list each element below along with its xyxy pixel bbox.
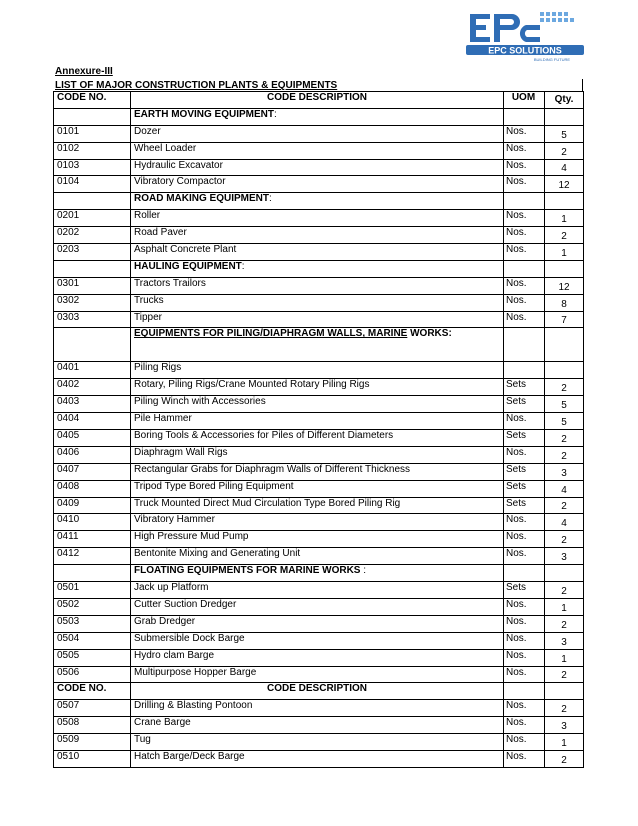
code-cell: 0401 (54, 362, 131, 379)
code-cell: 0405 (54, 430, 131, 447)
table-header-row (54, 92, 584, 109)
qty-cell: 2 (545, 666, 584, 683)
logo-company-text: EPC SOLUTIONS (488, 45, 562, 56)
uom-cell: Nos. (504, 159, 545, 176)
uom-cell: Sets (504, 379, 545, 396)
table-row (54, 244, 584, 261)
section-heading (131, 108, 504, 125)
table-row (54, 734, 584, 751)
section-heading-label: HAULING EQUIPMENT (134, 260, 242, 272)
description-cell: Piling Winch with Accessories (131, 396, 504, 413)
qty-cell: 2 (545, 615, 584, 632)
uom-cell (504, 362, 545, 379)
uom-cell: Nos. (504, 750, 545, 767)
code-cell: 0301 (54, 277, 131, 294)
code-cell: 0403 (54, 396, 131, 413)
table-row (54, 463, 584, 480)
description-cell: Hydro clam Barge (131, 649, 504, 666)
table-row (54, 598, 584, 615)
description-cell: Piling Rigs (131, 362, 504, 379)
description-cell: Rotary, Piling Rigs/Crane Mounted Rotary Piling Rigs (131, 379, 504, 396)
qty-cell: 1 (545, 210, 584, 227)
uom-cell-empty (504, 565, 545, 582)
code-cell: 0101 (54, 125, 131, 142)
uom-cell: Nos. (504, 176, 545, 193)
qty-cell: 2 (545, 750, 584, 767)
description-cell: Dozer (131, 125, 504, 142)
section-heading-tail: : (360, 565, 367, 577)
description-cell: Tractors Trailors (131, 277, 504, 294)
code-cell: 0203 (54, 244, 131, 261)
code-cell: 0103 (54, 159, 131, 176)
description-cell: Pile Hammer (131, 413, 504, 430)
code-cell: 0409 (54, 497, 131, 514)
description-cell: Tripod Type Bored Piling Equipment (131, 480, 504, 497)
section-heading-tail: : (241, 260, 245, 272)
uom-cell: Nos. (504, 446, 545, 463)
section-heading (131, 193, 504, 210)
table-row (54, 548, 584, 565)
table-row (54, 311, 584, 328)
code-cell: 0302 (54, 294, 131, 311)
code-cell: 0502 (54, 598, 131, 615)
uom-cell: Sets (504, 430, 545, 447)
description-cell: Truck Mounted Direct Mud Circulation Type Bored Piling Rig (131, 497, 504, 514)
code-cell-empty (54, 565, 131, 582)
code-cell: 0508 (54, 717, 131, 734)
code-cell: 0410 (54, 514, 131, 531)
code-cell: 0510 (54, 750, 131, 767)
qty-cell: 5 (545, 396, 584, 413)
section-heading-label: FLOATING EQUIPMENTS FOR MARINE WORKS (134, 565, 361, 577)
table-row (54, 582, 584, 599)
uom-cell-empty (504, 328, 545, 362)
description-cell: Trucks (131, 294, 504, 311)
qty-cell: 12 (545, 176, 584, 193)
section-heading-label: EQUIPMENTS FOR PILING/DIAPHRAGM WALLS, MARINE (134, 328, 408, 340)
uom-cell: Sets (504, 582, 545, 599)
uom-cell: Nos. (504, 700, 545, 717)
table-row (54, 615, 584, 632)
description-cell: Boring Tools & Accessories for Piles of Different Diameters (131, 430, 504, 447)
qty-cell-empty (545, 193, 584, 210)
qty-cell: 2 (545, 446, 584, 463)
qty-cell-empty (545, 108, 584, 125)
table-row (54, 497, 584, 514)
code-cell: 0411 (54, 531, 131, 548)
uom-cell: Sets (504, 463, 545, 480)
qty-cell (545, 362, 584, 379)
description-cell: Cutter Suction Dredger (131, 598, 504, 615)
description-cell: Road Paver (131, 227, 504, 244)
qty-cell: 3 (545, 548, 584, 565)
qty-cell: 2 (545, 497, 584, 514)
description-cell: Tug (131, 734, 504, 751)
description-cell: Drilling & Blasting Pontoon (131, 700, 504, 717)
qty-cell: 7 (545, 311, 584, 328)
equipment-table-body (54, 92, 584, 768)
qty-cell: 1 (545, 734, 584, 751)
uom-cell: Nos. (504, 734, 545, 751)
title-divider (582, 79, 583, 91)
table-row (54, 514, 584, 531)
qty-cell: 3 (545, 463, 584, 480)
qty-cell: 2 (545, 142, 584, 159)
qty-cell: 2 (545, 531, 584, 548)
qty-cell: 1 (545, 649, 584, 666)
header-code: CODE NO. (54, 683, 131, 700)
code-cell: 0505 (54, 649, 131, 666)
company-logo (462, 8, 586, 64)
description-cell: Grab Dredger (131, 615, 504, 632)
code-cell-empty (54, 108, 131, 125)
epc-logo-graphic (462, 8, 586, 64)
description-cell: Tipper (131, 311, 504, 328)
list-title: LIST OF MAJOR CONSTRUCTION PLANTS & EQUIPMENTS (55, 80, 338, 91)
description-cell: Vibratory Hammer (131, 514, 504, 531)
section-heading-row (54, 565, 584, 582)
qty-cell: 4 (545, 514, 584, 531)
uom-cell: Sets (504, 480, 545, 497)
code-cell-empty (54, 260, 131, 277)
uom-cell: Nos. (504, 632, 545, 649)
uom-cell: Nos. (504, 615, 545, 632)
table-row (54, 125, 584, 142)
uom-cell: Nos. (504, 531, 545, 548)
section-heading (131, 328, 504, 362)
code-cell: 0303 (54, 311, 131, 328)
table-row (54, 396, 584, 413)
section-heading (131, 565, 504, 582)
table-row (54, 446, 584, 463)
description-cell: Asphalt Concrete Plant (131, 244, 504, 261)
qty-cell: 2 (545, 700, 584, 717)
table-row (54, 717, 584, 734)
uom-cell: Nos. (504, 210, 545, 227)
qty-cell-empty (545, 260, 584, 277)
qty-cell-empty (545, 683, 584, 700)
description-cell: Hydraulic Excavator (131, 159, 504, 176)
table-row (54, 159, 584, 176)
header-qty: Qty. (545, 92, 584, 109)
uom-cell: Nos. (504, 125, 545, 142)
code-cell: 0503 (54, 615, 131, 632)
code-cell-empty (54, 328, 131, 362)
qty-cell: 5 (545, 125, 584, 142)
code-cell: 0201 (54, 210, 131, 227)
description-cell: Hatch Barge/Deck Barge (131, 750, 504, 767)
qty-cell: 3 (545, 632, 584, 649)
section-heading-tail: WORKS: (407, 328, 452, 340)
table-row (54, 362, 584, 379)
code-cell: 0408 (54, 480, 131, 497)
uom-cell: Nos. (504, 666, 545, 683)
section-heading-row (54, 193, 584, 210)
header-uom: UOM (504, 92, 545, 109)
table-row (54, 430, 584, 447)
uom-cell: Nos. (504, 311, 545, 328)
description-cell: Bentonite Mixing and Generating Unit (131, 548, 504, 565)
table-row (54, 176, 584, 193)
code-cell: 0406 (54, 446, 131, 463)
table-row (54, 277, 584, 294)
uom-cell: Nos. (504, 142, 545, 159)
code-cell: 0404 (54, 413, 131, 430)
uom-cell-empty (504, 260, 545, 277)
qty-cell: 4 (545, 159, 584, 176)
uom-cell-empty (504, 193, 545, 210)
uom-cell: Nos. (504, 548, 545, 565)
equipment-table (53, 91, 584, 768)
qty-cell: 12 (545, 277, 584, 294)
code-cell: 0504 (54, 632, 131, 649)
section-heading-tail: : (269, 193, 272, 205)
qty-cell: 1 (545, 598, 584, 615)
table-row (54, 142, 584, 159)
description-cell: Multipurpose Hopper Barge (131, 666, 504, 683)
uom-cell: Nos. (504, 277, 545, 294)
description-cell: Jack up Platform (131, 582, 504, 599)
qty-cell-empty (545, 328, 584, 362)
header-description: CODE DESCRIPTION (131, 683, 504, 700)
qty-cell: 2 (545, 227, 584, 244)
qty-cell: 3 (545, 717, 584, 734)
section-heading-label: EARTH MOVING EQUIPMENT (134, 108, 275, 120)
repeated-header-row (54, 683, 584, 700)
qty-cell: 2 (545, 379, 584, 396)
description-cell: Submersible Dock Barge (131, 632, 504, 649)
code-cell: 0402 (54, 379, 131, 396)
uom-cell: Nos. (504, 717, 545, 734)
code-cell: 0509 (54, 734, 131, 751)
section-heading-row (54, 108, 584, 125)
qty-cell: 2 (545, 430, 584, 447)
uom-cell: Nos. (504, 227, 545, 244)
section-heading-row (54, 260, 584, 277)
code-cell: 0506 (54, 666, 131, 683)
description-cell: Rectangular Grabs for Diaphragm Walls of Different Thickness (131, 463, 504, 480)
code-cell: 0501 (54, 582, 131, 599)
table-row (54, 379, 584, 396)
uom-cell: Nos. (504, 244, 545, 261)
uom-cell-empty (504, 683, 545, 700)
table-row (54, 700, 584, 717)
table-row (54, 632, 584, 649)
description-cell: Wheel Loader (131, 142, 504, 159)
description-cell: Crane Barge (131, 717, 504, 734)
table-row (54, 413, 584, 430)
uom-cell: Nos. (504, 649, 545, 666)
table-row (54, 649, 584, 666)
uom-cell: Nos. (504, 598, 545, 615)
uom-cell-empty (504, 108, 545, 125)
uom-cell: Sets (504, 396, 545, 413)
description-cell: Roller (131, 210, 504, 227)
logo-tagline: BUILDING FUTURE (533, 57, 571, 62)
table-row (54, 531, 584, 548)
qty-cell: 1 (545, 244, 584, 261)
table-row (54, 294, 584, 311)
table-row (54, 227, 584, 244)
qty-cell: 8 (545, 294, 584, 311)
code-cell: 0104 (54, 176, 131, 193)
qty-cell: 4 (545, 480, 584, 497)
section-heading-label: ROAD MAKING EQUIPMENT (134, 193, 269, 205)
section-heading (131, 260, 504, 277)
table-row (54, 750, 584, 767)
description-cell: Vibratory Compactor (131, 176, 504, 193)
code-cell: 0407 (54, 463, 131, 480)
code-cell: 0412 (54, 548, 131, 565)
qty-cell-empty (545, 565, 584, 582)
qty-cell: 5 (545, 413, 584, 430)
description-cell: Diaphragm Wall Rigs (131, 446, 504, 463)
section-heading-row (54, 328, 584, 362)
code-cell: 0102 (54, 142, 131, 159)
header-description: CODE DESCRIPTION (131, 92, 504, 109)
table-row (54, 666, 584, 683)
description-cell: High Pressure Mud Pump (131, 531, 504, 548)
code-cell-empty (54, 193, 131, 210)
uom-cell: Nos. (504, 514, 545, 531)
table-row (54, 210, 584, 227)
code-cell: 0202 (54, 227, 131, 244)
section-heading-tail: : (274, 108, 277, 120)
uom-cell: Nos. (504, 294, 545, 311)
uom-cell: Nos. (504, 413, 545, 430)
qty-cell: 2 (545, 582, 584, 599)
uom-cell: Sets (504, 497, 545, 514)
table-row (54, 480, 584, 497)
annexure-label: Annexure-III (55, 66, 113, 77)
header-code: CODE NO. (54, 92, 131, 109)
code-cell: 0507 (54, 700, 131, 717)
